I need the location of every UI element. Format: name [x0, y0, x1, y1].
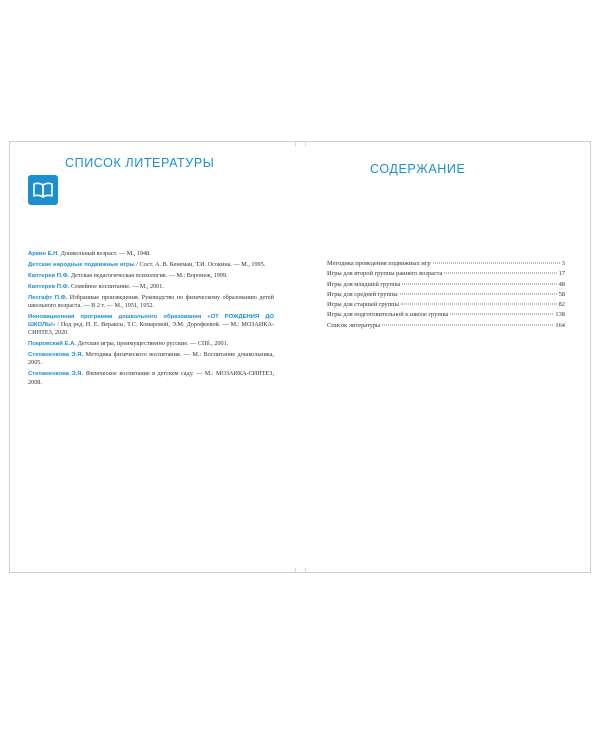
contents-label: Методика проведения подвижных игр	[327, 260, 431, 267]
book-icon	[32, 181, 54, 199]
bibliography-entry	[28, 261, 274, 269]
bibliography-author: Покровский Е.А.	[28, 341, 77, 348]
dot-leader	[444, 273, 556, 274]
contents-label: Список литературы	[327, 321, 381, 329]
bibliography-details: Семейное воспитание. — М., 2001.	[69, 282, 164, 290]
bibliography-entry	[28, 340, 274, 348]
bibliography-entry	[28, 294, 274, 311]
bibliography-author: Степаненкова Э.Я.	[28, 352, 84, 359]
bibliography-list	[28, 250, 274, 390]
contents-page-number: 58	[558, 290, 565, 298]
contents-page-number: 164	[555, 321, 565, 329]
contents-title: СОДЕРЖАНИЕ	[370, 162, 466, 176]
contents-row[interactable]	[327, 310, 565, 320]
contents-label: Игры для второй группы раннего возраста	[327, 270, 443, 278]
contents-row[interactable]	[327, 280, 565, 290]
contents-page-number: 3	[561, 260, 565, 267]
bibliography-entry	[28, 272, 274, 280]
contents-page	[300, 142, 590, 572]
book-spread	[9, 141, 591, 573]
bibliography-author: Каптерев П.Ф.	[28, 272, 70, 279]
bibliography-details: Детская педагогическая психология. — М.: Воронеж, 1999.	[69, 271, 228, 279]
bibliography-entry	[28, 283, 274, 291]
bibliography-entry	[28, 370, 274, 387]
contents-row[interactable]	[327, 269, 565, 279]
book-icon-badge	[28, 175, 58, 205]
bibliography-entry	[28, 250, 274, 258]
bibliography-details: Методика физического воспитания. — М.: Воспитание дошкольника, 2005.	[28, 351, 275, 367]
bibliography-author: Инновационная программа дошкольного образования «ОТ РОЖДЕНИЯ ДО ШКОЛЫ»	[28, 313, 274, 329]
contents-list	[327, 259, 565, 331]
bibliography-author: Аркин Е.Н.	[28, 251, 60, 257]
dot-leader	[433, 263, 560, 264]
bibliography-author: Лесгафт П.Ф.	[28, 294, 68, 301]
bibliography-details: / Сост. А. В. Кенеман, Т.И. Осокина. — М., 1995.	[134, 260, 266, 268]
contents-label: Игры для младшей группы	[327, 280, 401, 288]
dot-leader	[400, 293, 557, 294]
contents-page-number: 82	[558, 301, 565, 309]
contents-page-number: 48	[558, 280, 565, 288]
dot-leader	[401, 304, 557, 305]
bibliography-entry	[28, 313, 274, 338]
contents-row[interactable]	[327, 290, 565, 300]
bibliography-details: Детские игры, преимущественно русские. — СПб., 2001.	[76, 340, 229, 348]
contents-label: Игры для подготовительной к школе группы	[327, 311, 449, 319]
contents-page-number: 17	[558, 270, 565, 278]
bibliography-author: Детские народные подвижные игры	[28, 261, 135, 268]
dot-leader	[382, 324, 553, 325]
bibliography-details: / Под ред. Н. Е. Вераксы, Т.С. Комаровой, Э.М. Дорофеевой. — М.: МОЗАИКА-СИНТЕЗ, 2020.	[28, 321, 274, 337]
bibliography-details: Дошкольный возраст. — М., 1948.	[59, 250, 151, 257]
contents-label: Игры для старшей группы	[327, 301, 399, 309]
bibliography-entry	[28, 351, 274, 368]
contents-label: Игры для средней группы	[327, 290, 398, 298]
bibliography-details: Физическое воспитание в детском саду. — М.: МОЗАИКА-СИНТЕЗ, 2008.	[28, 370, 274, 386]
bibliography-page	[10, 142, 300, 572]
contents-page-number: 138	[555, 311, 565, 319]
dot-leader	[450, 314, 553, 315]
bibliography-author: Каптерев П.Ф.	[28, 283, 70, 290]
bibliography-details: Избранные произведения. Руководство по физическому образованию детей школьного возраста. — В 2 т. — М., 1951, 1952.	[28, 293, 274, 309]
contents-row[interactable]	[327, 259, 565, 269]
bibliography-author: Степаненкова Э.Я.	[28, 371, 84, 378]
contents-row[interactable]	[327, 321, 565, 331]
bibliography-title: СПИСОК ЛИТЕРАТУРЫ	[65, 156, 215, 170]
dot-leader	[402, 283, 556, 284]
contents-row[interactable]	[327, 300, 565, 310]
